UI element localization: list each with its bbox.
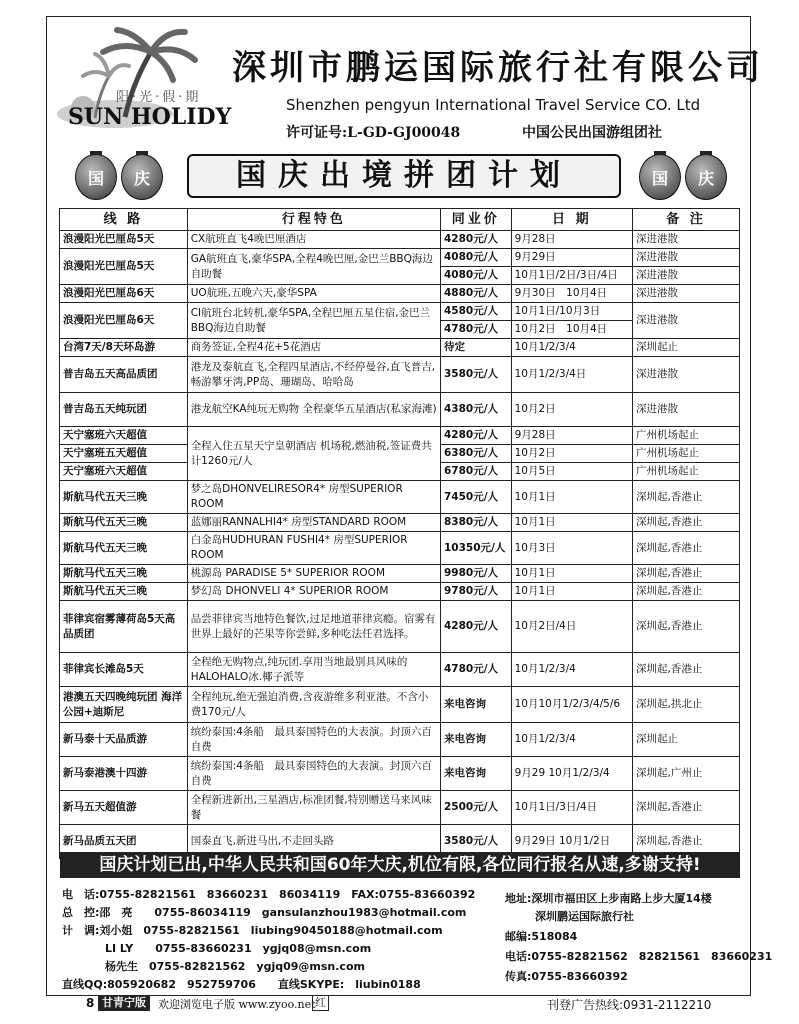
feature-cell: 港龙航空KA纯玩无购物 全程豪华五星酒店(私家海滩) [187, 393, 440, 427]
note-cell: 广州机场起止 [633, 427, 740, 445]
route-cell: 斯航马代五天三晚 [60, 565, 188, 583]
price-cell: 2500元/人 [441, 791, 512, 825]
route-cell: 天宁塞班六天超值 [60, 463, 188, 481]
table-row [60, 339, 740, 357]
date-cell: 10月1日/2日/3日/4日 [511, 267, 632, 285]
feature-cell: 蓝娜丽RANNALHI4* 房型STANDARD ROOM [187, 514, 440, 532]
note-cell: 深圳起,香港止 [633, 653, 740, 687]
price-cell: 3580元/人 [441, 825, 512, 859]
price-cell: 4080元/人 [441, 249, 512, 267]
route-cell: 普吉岛五天高品质团 [60, 357, 188, 393]
table-row [60, 249, 740, 267]
price-cell: 3580元/人 [441, 357, 512, 393]
note-cell: 深圳起,香港止 [633, 514, 740, 532]
route-cell: 斯航马代五天三晚 [60, 532, 188, 565]
lantern-icon: 庆 [685, 154, 727, 200]
note-cell: 广州机场起止 [633, 463, 740, 481]
feature-cell: 港龙及泰航直飞,全程四星酒店,不经停曼谷,直飞普吉,畅游攀牙湾,PP岛、珊瑚岛、哈哈岛 [187, 357, 440, 393]
route-cell: 新马品质五天团 [60, 825, 188, 859]
price-cell: 9980元/人 [441, 565, 512, 583]
contact-fax: 传真:0755-83660392 [505, 970, 628, 983]
contact-control: 总 控:邵 亮 0755-86034119 gansulanzhou1983@hotmail.com [62, 906, 467, 919]
date-cell: 10月1/2/3/4 [511, 723, 632, 757]
header-price: 同业价 [441, 209, 512, 231]
route-cell: 浪漫阳光巴厘岛5天 [60, 249, 188, 285]
table-row [60, 303, 740, 321]
date-cell: 10月1日 [511, 583, 632, 601]
table-row [60, 653, 740, 687]
note-cell: 深进港散 [633, 303, 740, 339]
slogan-banner: 国庆计划已出,中华人民共和国60年大庆,机位有限,各位同行报名从速,多谢支持! [60, 852, 740, 878]
table-row [60, 601, 740, 653]
note-cell: 深圳起,香港止 [633, 583, 740, 601]
header-feature: 行程特色 [187, 209, 440, 231]
association-label: 中国公民出国游组团社 [522, 125, 662, 141]
feature-cell: GA航班直飞,豪华SPA,全程4晚巴厘,金巴兰BBQ海边自助餐 [187, 249, 440, 285]
contact-phone: 电话:0755-82821562 82821561 83660231 [505, 950, 773, 963]
note-cell: 深进港散 [633, 249, 740, 267]
ad-hotline: 刊登广告热线:0931-2112210 [547, 998, 712, 1012]
date-cell: 10月1日/3日/4日 [511, 791, 632, 825]
magazine-edition: 甘青宁版 [98, 995, 150, 1011]
table-row [60, 393, 740, 427]
license-number: 许可证号:L-GD-GJ00048 [286, 125, 461, 141]
route-cell: 浪漫阳光巴厘岛6天 [60, 285, 188, 303]
table-row [60, 723, 740, 757]
table-row [60, 757, 740, 791]
price-cell: 6780元/人 [441, 463, 512, 481]
table-row [60, 514, 740, 532]
contact-planner-3: 杨先生 0755-82821562 ygjq09@msn.com [105, 960, 365, 973]
price-cell: 来电咨询 [441, 723, 512, 757]
note-cell: 深进港散 [633, 393, 740, 427]
route-cell: 新马泰港澳十四游 [60, 757, 188, 791]
price-cell: 4780元/人 [441, 321, 512, 339]
table-row [60, 791, 740, 825]
contact-address: 地址:深圳市福田区上步南路上步大厦14楼 [505, 892, 712, 905]
feature-cell: 全程绝无购物点,纯玩团.享用当地最别具风味的HALOHALO冰.椰子派等 [187, 653, 440, 687]
note-cell: 深圳起,香港止 [633, 601, 740, 653]
route-cell: 斯航马代五天三晚 [60, 583, 188, 601]
route-cell: 普吉岛五天纯玩团 [60, 393, 188, 427]
date-cell: 10月1/2/3/4 [511, 339, 632, 357]
date-cell: 10月5日 [511, 463, 632, 481]
table-row [60, 357, 740, 393]
note-cell: 深圳起,香港止 [633, 825, 740, 859]
table-row [60, 583, 740, 601]
header-note: 备 注 [633, 209, 740, 231]
price-cell: 4080元/人 [441, 267, 512, 285]
website-note: 欢迎浏览电子版 www.zyoo.net [158, 998, 316, 1011]
contact-company: 深圳鹏运国际旅行社 [535, 910, 634, 923]
feature-cell: 品尝菲律宾当地特色餐饮,过足地道菲律宾瘾。宿雾有世界上最好的芒果等你尝鲜,多种吃法任君选择。 [187, 601, 440, 653]
lantern-icon: 国 [75, 154, 117, 200]
date-cell: 9月29日 [511, 249, 632, 267]
contact-qq-skype: 直线QQ:805920682 952759706 直线SKYPE: liubin0188 [62, 978, 421, 991]
note-cell: 深圳起,拱北止 [633, 687, 740, 723]
note-cell: 深圳起,香港止 [633, 532, 740, 565]
price-cell: 待定 [441, 339, 512, 357]
table-row [60, 427, 740, 445]
table-row [60, 481, 740, 514]
date-cell: 10月1/2/3/4日 [511, 357, 632, 393]
contact-postcode: 邮编:518084 [505, 930, 578, 943]
feature-cell: 梦之岛DHONVELIRESOR4* 房型SUPERIOR ROOM [187, 481, 440, 514]
note-cell: 深圳起,香港止 [633, 565, 740, 583]
route-cell: 菲律宾宿雾薄荷岛5天高品质团 [60, 601, 188, 653]
feature-cell: 国泰直飞,新进马出,不走回头路 [187, 825, 440, 859]
route-cell: 新马泰十天品质游 [60, 723, 188, 757]
table-row [60, 285, 740, 303]
note-cell: 深圳起,广州止 [633, 757, 740, 791]
note-cell: 深进港散 [633, 231, 740, 249]
price-cell: 来电咨询 [441, 757, 512, 791]
date-cell: 10月2日/4日 [511, 601, 632, 653]
date-cell: 10月1日 [511, 565, 632, 583]
feature-cell: 白金岛HUDHURAN FUSHI4* 房型SUPERIOR ROOM [187, 532, 440, 565]
title-banner [59, 150, 739, 202]
note-cell: 深进港散 [633, 357, 740, 393]
date-cell: 10月3日 [511, 532, 632, 565]
date-cell: 10月1日/10月3日 [511, 303, 632, 321]
price-cell: 8380元/人 [441, 514, 512, 532]
feature-cell: 全程纯玩,绝无强迫消费,含夜游维多利亚港。不含小费170元/人 [187, 687, 440, 723]
company-name-cn: 深圳市鹏运国际旅行社有限公司 [232, 48, 764, 88]
price-cell: 4880元/人 [441, 285, 512, 303]
price-cell: 6380元/人 [441, 445, 512, 463]
note-cell: 深进港散 [633, 285, 740, 303]
feature-cell: 缤纷泰国:4条船 最具泰国特色的大表演。封顶六百自费 [187, 757, 440, 791]
tour-table [59, 208, 740, 859]
header-date: 日 期 [511, 209, 632, 231]
color-tag: 红 [312, 995, 329, 1011]
contact-telephone: 电 话:0755-82821561 83660231 86034119 FAX:0755-83660392 [62, 888, 476, 901]
brand-tagline: 阳·光·假·期 [116, 90, 202, 105]
feature-cell: CX航班直飞4晚巴厘酒店 [187, 231, 440, 249]
feature-cell: 全程入住五星天宁皇朝酒店 机场税,燃油税,签证费共计1260元/人 [187, 427, 440, 481]
table-row [60, 532, 740, 565]
route-cell: 浪漫阳光巴厘岛5天 [60, 231, 188, 249]
table-row [60, 687, 740, 723]
route-cell: 天宁塞班五天超值 [60, 445, 188, 463]
route-cell: 天宁塞班六天超值 [60, 427, 188, 445]
note-cell: 深进港散 [633, 267, 740, 285]
feature-cell: 桃源岛 PARADISE 5* SUPERIOR ROOM [187, 565, 440, 583]
price-cell: 9780元/人 [441, 583, 512, 601]
route-cell: 浪漫阳光巴厘岛6天 [60, 303, 188, 339]
price-cell: 4280元/人 [441, 427, 512, 445]
page-number: 8 [86, 996, 95, 1010]
price-cell: 4280元/人 [441, 231, 512, 249]
date-cell: 10月1/2/3/4 [511, 653, 632, 687]
date-cell: 9月28日 [511, 231, 632, 249]
feature-cell: CI航班台北转机,豪华SPA,全程巴厘五星住宿,金巴兰BBQ海边自助餐 [187, 303, 440, 339]
price-cell: 7450元/人 [441, 481, 512, 514]
note-cell: 深圳起,香港止 [633, 791, 740, 825]
price-cell: 4280元/人 [441, 601, 512, 653]
table-row [60, 231, 740, 249]
price-cell: 4780元/人 [441, 653, 512, 687]
route-cell: 菲律宾长滩岛5天 [60, 653, 188, 687]
feature-cell: 缤纷泰国:4条船 最具泰国特色的大表演。封顶六百自费 [187, 723, 440, 757]
contact-planner-2: LI LY 0755-83660231 ygjq08@msn.com [105, 942, 372, 955]
lantern-icon: 国 [639, 154, 681, 200]
feature-cell: 全程新进新出,三星酒店,标准团餐,特别赠送马来风味餐 [187, 791, 440, 825]
date-cell: 10月2日 [511, 445, 632, 463]
date-cell: 10月1日 [511, 481, 632, 514]
date-cell: 10月2日 10月4日 [511, 321, 632, 339]
price-cell: 4380元/人 [441, 393, 512, 427]
company-name-en: Shenzhen pengyun International Travel Service CO. Ltd [286, 96, 701, 114]
table-row [60, 565, 740, 583]
route-cell: 斯航马代五天三晚 [60, 481, 188, 514]
date-cell: 10月1日 [511, 514, 632, 532]
note-cell: 深圳起止 [633, 339, 740, 357]
note-cell: 深圳起,香港止 [633, 481, 740, 514]
banner-title: 国庆出境拼团计划 [187, 154, 621, 198]
price-cell: 来电咨询 [441, 687, 512, 723]
date-cell: 9月29日 10月1/2日 [511, 825, 632, 859]
note-cell: 广州机场起止 [633, 445, 740, 463]
date-cell: 9月30日 10月4日 [511, 285, 632, 303]
feature-cell: UO航班,五晚六天,豪华SPA [187, 285, 440, 303]
header-route: 线 路 [60, 209, 188, 231]
note-cell: 深圳起止 [633, 723, 740, 757]
brand-name: SUN HOLIDY [68, 104, 232, 130]
feature-cell: 商务签证,全程4花+5花酒店 [187, 339, 440, 357]
feature-cell: 梦幻岛 DHONVELI 4* SUPERIOR ROOM [187, 583, 440, 601]
date-cell: 10月10月1/2/3/4/5/6 [511, 687, 632, 723]
route-cell: 台湾7天/8天环岛游 [60, 339, 188, 357]
date-cell: 9月28日 [511, 427, 632, 445]
price-cell: 10350元/人 [441, 532, 512, 565]
date-cell: 10月2日 [511, 393, 632, 427]
table-header-row [60, 209, 740, 231]
price-cell: 4580元/人 [441, 303, 512, 321]
contact-planner-1: 计 调:刘小姐 0755-82821561 liubing90450188@hotmail.com [62, 924, 443, 937]
lantern-icon: 庆 [121, 154, 163, 200]
route-cell: 斯航马代五天三晚 [60, 514, 188, 532]
route-cell: 港澳五天四晚纯玩团 海洋公园+迪斯尼 [60, 687, 188, 723]
route-cell: 新马五天超值游 [60, 791, 188, 825]
date-cell: 9月29 10月1/2/3/4 [511, 757, 632, 791]
